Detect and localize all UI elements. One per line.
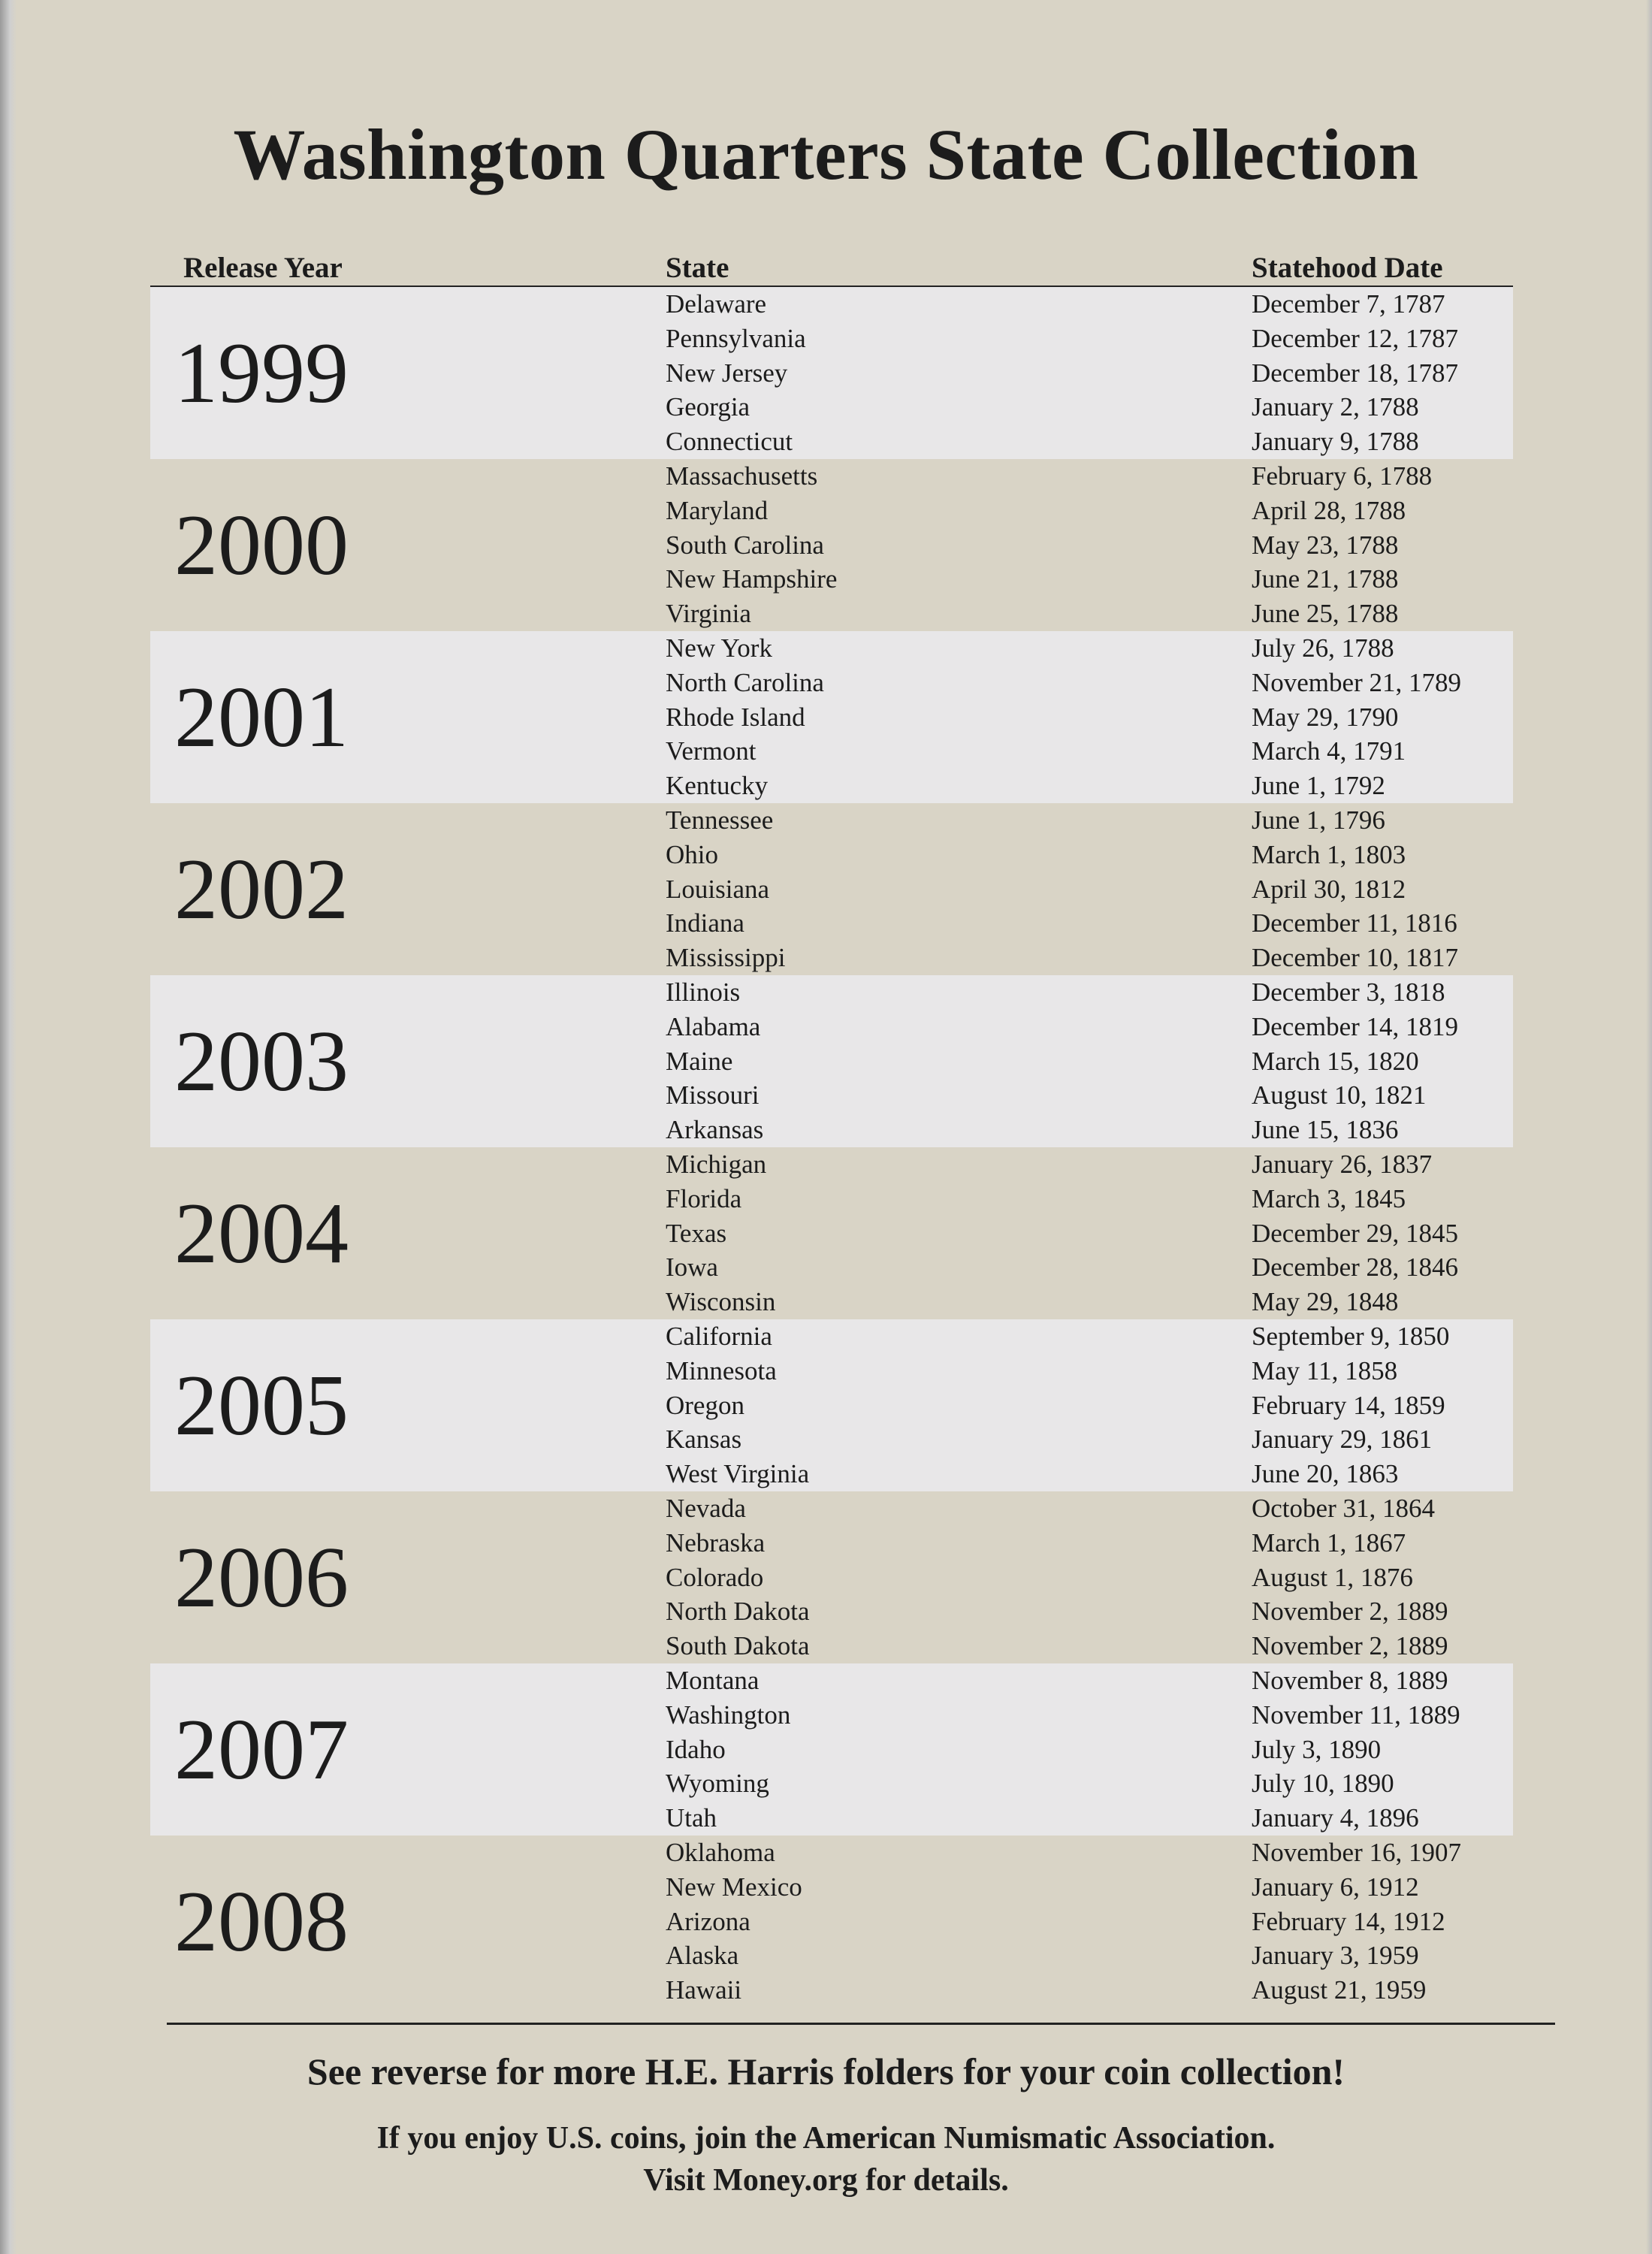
year-group xyxy=(150,803,1513,975)
column-header-statehood-date: Statehood Date xyxy=(1252,252,1443,284)
statehood-date: December 3, 1818 xyxy=(1252,977,1445,1007)
statehood-date: October 31, 1864 xyxy=(1252,1494,1435,1523)
table-row xyxy=(150,1422,1513,1457)
statehood-date: January 9, 1788 xyxy=(1252,427,1419,457)
statehood-date: February 14, 1859 xyxy=(1252,1390,1445,1420)
state-name: Indiana xyxy=(666,908,744,938)
page-edge-left xyxy=(0,0,17,2254)
table-row xyxy=(150,975,1513,1010)
statehood-date: November 11, 1889 xyxy=(1252,1700,1460,1730)
statehood-date: January 4, 1896 xyxy=(1252,1803,1419,1833)
statehood-date: December 11, 1816 xyxy=(1252,908,1457,938)
statehood-date: June 1, 1796 xyxy=(1252,805,1385,835)
footer-line-1: If you enjoy U.S. coins, join the American Numismatic Association. xyxy=(376,2121,1276,2156)
statehood-date: January 26, 1837 xyxy=(1252,1150,1433,1179)
table-row xyxy=(150,1388,1513,1423)
state-name: Minnesota xyxy=(666,1355,777,1385)
table-row xyxy=(150,1973,1513,2008)
statehood-date: December 28, 1846 xyxy=(1252,1252,1459,1283)
release-year: 2000 xyxy=(174,497,349,594)
state-name: North Carolina xyxy=(666,667,824,697)
table-row xyxy=(150,322,1513,356)
year-group xyxy=(150,459,1513,631)
table-row xyxy=(150,906,1513,941)
state-name: Arizona xyxy=(666,1906,750,1936)
state-name: Tennessee xyxy=(666,805,774,835)
state-name: Virginia xyxy=(666,599,751,629)
table-row xyxy=(150,1905,1513,1939)
statehood-date: August 21, 1959 xyxy=(1252,1975,1427,2005)
footer-association xyxy=(0,2117,1652,2201)
statehood-date: December 12, 1787 xyxy=(1252,323,1459,353)
statehood-date: March 1, 1867 xyxy=(1252,1527,1406,1558)
table-row xyxy=(150,1010,1513,1044)
statehood-date: June 15, 1836 xyxy=(1252,1115,1399,1145)
state-name: New Hampshire xyxy=(666,564,838,594)
statehood-date: November 21, 1789 xyxy=(1252,667,1461,697)
statehood-date: August 10, 1821 xyxy=(1252,1080,1427,1110)
state-name: Maryland xyxy=(666,495,769,525)
statehood-date: July 26, 1788 xyxy=(1252,633,1394,663)
state-name: West Virginia xyxy=(666,1459,810,1489)
table-row xyxy=(150,562,1513,597)
table-row xyxy=(150,1285,1513,1319)
state-name: Missouri xyxy=(666,1080,760,1110)
table-row xyxy=(150,1526,1513,1561)
year-group xyxy=(150,287,1513,459)
release-year: 2006 xyxy=(174,1529,349,1626)
table-row xyxy=(150,1594,1513,1629)
state-name: Nebraska xyxy=(666,1527,766,1558)
state-name: Maine xyxy=(666,1046,733,1076)
table-row xyxy=(150,390,1513,425)
table-row xyxy=(150,459,1513,494)
statehood-date: January 29, 1861 xyxy=(1252,1425,1433,1455)
statehood-date: May 11, 1858 xyxy=(1252,1355,1398,1385)
state-name: Illinois xyxy=(666,977,741,1007)
statehood-date: February 6, 1788 xyxy=(1252,461,1433,491)
statehood-date: May 29, 1790 xyxy=(1252,702,1399,732)
statehood-date: December 14, 1819 xyxy=(1252,1011,1459,1041)
table-row xyxy=(150,700,1513,735)
state-name: Colorado xyxy=(666,1562,764,1592)
statehood-date: July 3, 1890 xyxy=(1252,1734,1382,1764)
statehood-date: April 28, 1788 xyxy=(1252,495,1406,525)
state-name: Pennsylvania xyxy=(666,323,806,353)
state-name: Hawaii xyxy=(666,1975,742,2005)
state-table xyxy=(150,287,1513,2008)
state-name: Arkansas xyxy=(666,1115,764,1145)
table-row xyxy=(150,838,1513,872)
footer-promo: See reverse for more H.E. Harris folders for your coin collection! xyxy=(307,2050,1345,2092)
state-name: Idaho xyxy=(666,1734,726,1764)
state-name: New Mexico xyxy=(666,1872,802,1902)
statehood-date: July 10, 1890 xyxy=(1252,1769,1394,1799)
release-year: 2007 xyxy=(174,1701,349,1798)
table-row xyxy=(150,803,1513,838)
table-row xyxy=(150,1733,1513,1767)
table-row xyxy=(150,494,1513,528)
statehood-date: March 1, 1803 xyxy=(1252,839,1406,869)
state-name: Rhode Island xyxy=(666,702,805,732)
table-row xyxy=(150,872,1513,907)
state-name: Kansas xyxy=(666,1425,742,1455)
table-row xyxy=(150,1561,1513,1595)
release-year: 2002 xyxy=(174,841,349,938)
state-name: Massachusetts xyxy=(666,461,818,491)
statehood-date: November 16, 1907 xyxy=(1252,1838,1461,1867)
table-row xyxy=(150,1698,1513,1733)
state-name: Vermont xyxy=(666,736,757,766)
table-row xyxy=(150,1113,1513,1147)
statehood-date: March 4, 1791 xyxy=(1252,736,1406,766)
year-group xyxy=(150,1319,1513,1491)
statehood-date: November 2, 1889 xyxy=(1252,1597,1448,1627)
statehood-date: January 6, 1912 xyxy=(1252,1872,1419,1902)
table-row xyxy=(150,631,1513,666)
release-year: 1999 xyxy=(174,325,349,421)
statehood-date: June 20, 1863 xyxy=(1252,1459,1399,1489)
table-row xyxy=(150,1354,1513,1388)
release-year: 2008 xyxy=(174,1873,349,1970)
page-edge-right xyxy=(1646,0,1652,2254)
statehood-date: June 1, 1792 xyxy=(1252,771,1385,801)
table-row xyxy=(150,1147,1513,1182)
state-name: Kentucky xyxy=(666,771,769,801)
footer-line-2: Visit Money.org for details. xyxy=(643,2163,1009,2198)
statehood-date: June 21, 1788 xyxy=(1252,564,1399,594)
state-name: Utah xyxy=(666,1803,717,1833)
table-row xyxy=(150,1319,1513,1354)
year-group xyxy=(150,631,1513,803)
table-row xyxy=(150,1078,1513,1113)
table-row xyxy=(150,1870,1513,1905)
state-name: California xyxy=(666,1322,772,1351)
statehood-date: May 29, 1848 xyxy=(1252,1287,1399,1317)
table-row xyxy=(150,1457,1513,1491)
statehood-date: November 2, 1889 xyxy=(1252,1631,1448,1661)
statehood-date: November 8, 1889 xyxy=(1252,1666,1448,1695)
state-name: Florida xyxy=(666,1183,742,1213)
year-group xyxy=(150,1663,1513,1836)
table-row xyxy=(150,1663,1513,1698)
table-row xyxy=(150,1836,1513,1870)
table-row xyxy=(150,769,1513,803)
statehood-date: June 25, 1788 xyxy=(1252,599,1399,629)
state-name: Mississippi xyxy=(666,943,786,973)
state-name: Connecticut xyxy=(666,427,793,457)
statehood-date: January 2, 1788 xyxy=(1252,392,1419,422)
statehood-date: December 10, 1817 xyxy=(1252,943,1459,973)
state-name: Wyoming xyxy=(666,1769,769,1799)
table-row xyxy=(150,1216,1513,1251)
statehood-date: December 7, 1787 xyxy=(1252,289,1445,319)
table-header xyxy=(150,249,1513,288)
release-year: 2004 xyxy=(174,1185,349,1282)
page-title: Washington Quarters State Collection xyxy=(233,114,1419,195)
release-year: 2001 xyxy=(174,669,349,766)
state-name: Wisconsin xyxy=(666,1287,776,1317)
statehood-date: March 3, 1845 xyxy=(1252,1183,1406,1213)
state-name: Oregon xyxy=(666,1390,744,1420)
state-name: Oklahoma xyxy=(666,1838,775,1867)
table-row xyxy=(150,356,1513,391)
state-name: Montana xyxy=(666,1666,760,1695)
table-row xyxy=(150,734,1513,769)
table-row xyxy=(150,1766,1513,1801)
state-name: Georgia xyxy=(666,392,750,422)
bottom-divider xyxy=(167,2023,1555,2025)
table-row xyxy=(150,597,1513,631)
column-header-release-year: Release Year xyxy=(183,252,343,284)
table-row xyxy=(150,287,1513,322)
release-year: 2005 xyxy=(174,1357,349,1454)
state-name: Delaware xyxy=(666,289,767,319)
statehood-date: December 18, 1787 xyxy=(1252,358,1459,388)
table-row xyxy=(150,1938,1513,1973)
table-row xyxy=(150,1182,1513,1216)
state-name: New Jersey xyxy=(666,358,788,388)
statehood-date: April 30, 1812 xyxy=(1252,874,1406,904)
state-name: Michigan xyxy=(666,1150,767,1179)
statehood-date: September 9, 1850 xyxy=(1252,1322,1450,1351)
year-group xyxy=(150,1147,1513,1319)
table-row xyxy=(150,1250,1513,1285)
state-name: Nevada xyxy=(666,1494,746,1523)
state-name: Louisiana xyxy=(666,874,770,904)
statehood-date: May 23, 1788 xyxy=(1252,530,1399,560)
state-name: South Carolina xyxy=(666,530,824,560)
state-name: Iowa xyxy=(666,1252,718,1283)
state-name: New York xyxy=(666,633,772,663)
state-name: Washington xyxy=(666,1700,791,1730)
table-row xyxy=(150,425,1513,459)
state-name: South Dakota xyxy=(666,1631,810,1661)
state-name: North Dakota xyxy=(666,1597,810,1627)
table-row xyxy=(150,1629,1513,1663)
table-row xyxy=(150,1801,1513,1836)
table-row xyxy=(150,941,1513,975)
state-name: Alabama xyxy=(666,1011,761,1041)
release-year: 2003 xyxy=(174,1013,349,1110)
table-row xyxy=(150,1491,1513,1526)
state-name: Ohio xyxy=(666,839,718,869)
year-group xyxy=(150,1836,1513,2008)
statehood-date: December 29, 1845 xyxy=(1252,1218,1459,1248)
table-row xyxy=(150,1044,1513,1079)
statehood-date: February 14, 1912 xyxy=(1252,1906,1445,1936)
table-row xyxy=(150,528,1513,563)
column-header-state: State xyxy=(666,252,729,284)
statehood-date: August 1, 1876 xyxy=(1252,1562,1413,1592)
table-row xyxy=(150,666,1513,700)
year-group xyxy=(150,975,1513,1147)
state-name: Alaska xyxy=(666,1941,739,1971)
statehood-date: January 3, 1959 xyxy=(1252,1941,1419,1971)
year-group xyxy=(150,1491,1513,1663)
state-name: Texas xyxy=(666,1218,727,1248)
statehood-date: March 15, 1820 xyxy=(1252,1046,1419,1076)
